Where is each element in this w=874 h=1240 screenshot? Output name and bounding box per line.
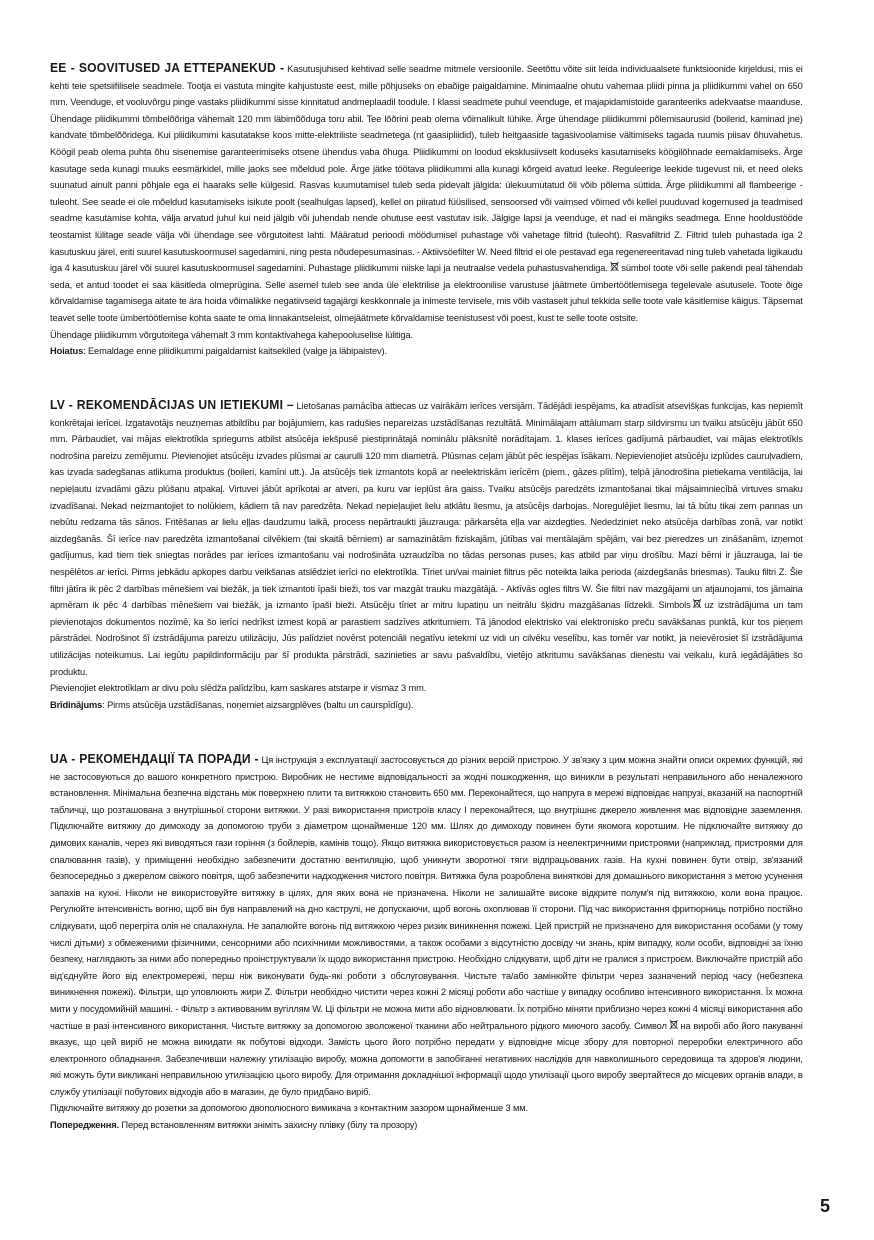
lv-main-paragraph: [50, 397, 803, 681]
lv-warning: [50, 698, 803, 715]
ee-body-1: Kasutusjuhised kehtivad selle seadme mitmele versioonile. Seetõttu võite siit leida individuaalsete funktsioonide kirjeldusi, mis ei kehti teie spetsiifilisele seadmele. Tootja ei vastuta mingite kahjustuste eest, mille põhjuseks on ebaõige paigaldamine. Minimaalne ohutu vahemaa pliidi pinna ja pliidikummi vahel on 650 mm. Veenduge, et vooluvõrgu pinge vastaks pliidikummi sisse kinnitatud andmeplaadil toodule. I klassi seadmete puhul veenduge, et majapidamistoide garanteeriks adekvaatse maanduse. Ühendage pliidikummi tõmbelõõriga vähemalt 120 mm läbimõõduga toru abil. Tee lõõrini peab olema võimalikult lühike. Ärge ühendage pliidikummi põlemisaurusid (boilerid, kaminad jne) kandvate tõmbelõõridega. Kui pliidikummi kasutatakse koos mitte-elektriliste seadmetega (nt gaasipliidid), tuleb heitgaaside tagasivoolamise vältimiseks tagada ruumis piisav õhuvahetus. Köögil peab olema puhta õhu sisenemise garanteerimiseks otsene ühendus vaba õhuga. Pliidikummi on loodud eksklusiivselt koduseks kasutamiseks köögilõhnade eemaldamiseks. Ärge kasutage seda kunagi muuks eesmärkidel, mille jaoks see mõeldud pole. Ärge jätke töötava pliidikummi alla kunagi kõrgeid avatud leeke. Reguleerige leekide tugevust nii, et need oleks suunatud ainult panni põhjale ega ei haaraks selle külgesid. Rasvas kuumutamisel tuleb seda pidevalt jälgida: ülekuumutatud õli võib põlema süttida. Ärge pliidikummi all flambeerige - tuleoht. See seade ei ole mõeldud kasutamiseks isikute poolt (sealhulgas lapsed), kellel on piiratud füüsilised, sensoorsed või vaimsed võimed või kellel puuduvad kogemused ja teadmised seadme kasutamise kohta, välja arvatud juhul kui neid jälgib või juhendab nende ohutuse eest vastutav isik. Jälgige lapsi ja veenduge, et nad ei mängiks seadmega. Enne hooldustööde teostamist lülitage seade välja või ühendage see võrgutoitest lahti. Määratud perioodi möödumisel puhastage või vahetage filtrid (tuleoht). Rasvafiltrid Z. Filtrid tuleb puhastada iga 2 kasutuskuu järel, eriti suurel kasutuskoormusel sagedamini, ning pesta nõudepesumasinas. - Aktiivsöefilter W. Need filtrid ei ole pestavad ega regenereeritavad ning tuleb vahetada ligikaudu iga 4 kasutuskuu järel või suurel kasutuskoormusel sagedamini. Puhastage pliidikummi niiske lapi ja neutraalse vedela puhastusvahendiga.: [50, 64, 803, 275]
ua-warning: [50, 1118, 803, 1135]
section-ua: [50, 751, 803, 1135]
section-lv: [50, 397, 803, 714]
ua-warning-label: Попередження.: [50, 1120, 119, 1132]
ua-body-1: Ця інструкція з експлуатації застосовується до різних версій пристрою. У зв'язку з цим можна знайти описи окремих функцій, які не застосовуються до вашого конкретного пристрою. Виробник не нестиме відповідальності за жодні пошкодження, що виникли в результаті неправильного або неналежного встановлення. Мінімальна безпечна відстань між поверхнею плити та витяжкою становить 650 мм. Переконайтеся, що напруга в мережі відповідає напрузі, вказаній на паспортній табличці, що розташована з внутрішньої сторони витяжки. У разі використання пристроїв класу I переконайтеся, що внутрішнє джерело живлення має відповідне заземлення. Підключайте витяжку до димоходу за допомогою труби з діаметром щонайменше 120 мм. Шлях до димоходу повинен бути якомога коротшим. Не підключайте витяжку до димових каналів, через які виводяться гази горіння (з бойлерів, камінів тощо). Якщо витяжка використовується разом із неелектричними пристроями (наприклад, пристроями для спалювання газів), у приміщенні необхідно забезпечити достатню вентиляцію, щоб уникнути зворотної тяги відпрацьованих газів. На кухні повинен бути отвір, зв'язаний безпосередньо з джерелом свіжого повітря, щоб забезпечити надходження чистого повітря. Витяжка була розроблена виняткові для домашнього використання з метою усунення запахів на кухні. Ніколи не використовуйте витяжку в цілях, для яких вона не призначена. Ніколи не залишайте високе відкрите полум'я під витяжкою, коли вона працює. Регулюйте інтенсивність вогню, щоб він був направлений на дно каструлі, не допускаючи, щоб вогонь охоплював її сторони. Під час використання фритюрниць потрібно постійно слідкувати, щоб перегріта олія не спалахнула. Не запалюйте вогонь під витяжкою через ризик виникнення пожежі. Цей пристрій не призначено для використання особами (у тому числі дітьми) з обмеженими фізичними, сенсорними або психічними можливостями, а також особами з відсутністю досвіду чи знань, крім випадку, коли особи, відповідні за їхню безпеку, наглядають за ними або попередньо проінструктували їх щодо використання пристрою. Необхідно слідкувати, щоб діти не гралися з пристроєм. Виключайте пристрій або від'єднуйте його від електромережі, перш ніж виконувати будь-які роботи з обслуговування. Чистьте та/або замінюйте фільтри через зазначений період часу (небезпека виникнення пожежі). Фільтри, що уловлюють жири Z. Фільтри необхідно чистити через кожні 2 місяці роботи або частіше у випадку особливо інтенсивного використання. Їх можна мити у посудомийній машині. - Фільтр з активованим вугіллям W. Ці фільтри не можна мити або відновлювати. Їх потрібно міняти приблизно через кожні 4 місяці використання або частіше в разі інтенсивного використання. Чистьте витяжку за допомогою зволоженої тканини або нейтрального рідкого миючого засобу. Символ: [50, 755, 803, 1032]
ee-warning: [50, 344, 803, 361]
ee-warning-text: : Eemaldage enne pliidikummi paigaldamist kaitsekiled (valge ja läbipaistev).: [83, 346, 387, 358]
ee-warning-label: Hoiatus: [50, 346, 84, 358]
lv-connection-note: Pievienojiet elektrotīklam ar divu polu slēdža palīdzību, kam saskares atstarpe ir vismaz 3 mm.: [50, 683, 427, 695]
ua-heading: UA - РЕКОМЕНДАЦІЇ ТА ПОРАДИ -: [50, 752, 259, 766]
ee-heading: EE - SOOVITUSED JA ETTEPANEKUD -: [50, 61, 285, 75]
lv-heading: LV - REKOMENDĀCIJAS UN IETIEKUMI –: [50, 398, 294, 412]
lv-body-1: Lietošanas pamācība attiecas uz vairākām ierīces versijām. Tādējādi iespējams, ka atradīsit atsevišķas funkcijas, kas nepiemīt konkrētajai ierīcei. Izgatavotājs neuzņemas atbildību par bojājumiem, kas radušies nepareizas uzstādīšanas rezultātā. Minimālajam attālumam starp sildvirsmu un tvaiku atsūcēju jābūt 650 mm. Pārbaudiet, vai mājas elektrotīkla spriegums atbilst atsūcēja iekšpusē piestiprinātajā nominālu plāksnītē norādītajam. 1. klases ierīces gadījumā pārbaudiet, vai mājas elektrotīkls nodrošina pareizu zemējumu. Pievienojiet atsūcēju izvades plūsmai ar caurulli 120 mm diametrā. Plūsmas ceļam jābūt pēc iespējas īsākam. Nepievienojiet atsūcēju izplūdes cauruļvadiem, kas izvada sadegšanas atlikuma produktus (boileri, kamīni utt.). Ja atsūcējs tiek izmantots kopā ar neelektriskām ierīcēm (piem., gāzes plītīm), telpā jānodrošina pietiekama ventilācija, lai nepieļautu izvadāmi gāzu plūšanu atpakaļ. Virtuvei jābūt aprīkotai ar atveri, pa kuru var iepļūst āra gaiss. Tvaiku atsūcējs paredzēts izmantošanai tikai mājsaimniecībā virtuves smaku izvadīšanai. Nekad neizmantojiet to nolūkiem, kādiem tā nav paredzēta. Nekad nepieļaujiet lielu atklātu liesmu, ja atsūcējs darbojas. Noregulējiet liesmu, lai tā būtu tikai zem pannas un nebūtu redzama tās sānos. Fritēšanas ar lielu eļļas daudzumu laikā, process nepārtraukti jāuzrauga: pārkarsēta eļļa var aizdegties. Nededziniet neko atsūcēja darbības zonā, var notikt aizdegšanās. Šī ierīce nav paredzēta izmantošanai cilvēkiem (tai skaitā bērniem) ar samazinātām fiziskajām, jūtības vai mentālajām spējām, vai bez pieredzes un zināšanām, izņemot gadījumus, kad tiem tiek sniegtas norādes par ierīces izmantošanu vai nodrošināta uzraudzība no tādas personas puses, kas atbild par viņu drošību. Mazi bērni ir jāuzrauga, lai tie nespēlētos ar ierīci. Pirms jebkādu apkopes darbu veikšanas atslēdziet ierīci no elektrotīkla. Tīriet un/vai mainiet filtrus pēc noteikta laika perioda (aizdegšanās briesmas). Tauku filtri Z. Šie filtri jātīra ik pēc 2 darbības mēnešiem vai biežāk, ja tiek izmantoti īpaši bieži, tos var mazgāt trauku mazgātājā. - Aktīvās ogles filtrs W. Šie filtri nav mazgājami un atjaunojami, tos jāmaina apmēram ik pēc 4 darbības mēnešiem vai biežāk, ja izmanto īpaši bieži. Atsūcēju tīriet ar mitru lupatiņu un neitrālu šķidru mazgāšanas līdzekli. Simbols: [50, 401, 803, 612]
ua-main-paragraph: [50, 751, 803, 1101]
section-ee: [50, 60, 803, 361]
page-number: 5: [819, 1196, 830, 1216]
lv-warning-text: : Pirms atsūcēja uzstādīšanas, noņemiet aizsargplēves (baltu un caurspīdīgu).: [102, 699, 414, 711]
ua-body-2: на виробі або його пакуванні вказує, що цей виріб не можна викидати як побутові відходи. Замість цього його потрібно передати у відповідне місце збору для повторної переробки електричного або електронного обладнання. Забезпечивши належну утилізацію виробу, можна допомогти в запобіганні негативних наслідків для навколишнього середовища та здоров'я людини, які можуть бути викликані неправильною утилізацією цього виробу. Для отримання докладнішої інформації щодо утилізації цього виробу звертайтеся до місцевих органів влади, в службу утилізації побутових відходів або в магазин, де було придбано виріб.: [50, 1020, 803, 1098]
ee-main-paragraph: [50, 60, 803, 328]
crossed-bin-icon: [693, 598, 703, 609]
ua-connection-note: Підключайте витяжку до розетки за допомогою двополюсного вимикача з контактним зазором щонайменше 3 мм.: [50, 1103, 528, 1115]
lv-warning-label: Brīdinājums: [50, 699, 103, 711]
ee-body-2: sümbol toote või selle pakendi peal tähendab seda, et antud toodet ei saa käsitleda olmeprügina. Selle asemel tuleb see anda üle elektrilise ja elektroonilise varustuse jäätmete ümbertöötlemisega tegelevale asutusele. Toote õige kõrvaldamise tagamisega aitate te ära hoida võimalikke negatiivseid tagajärgi keskkonnale ja inimeste tervisele, mis võib vastaselt juhul tekkida selle toote vale käsitlemise käigus. Täpsemat teavet selle toote ümbertöötlemise kohta saate te oma linnakantseleist, olmejäätmete kõrvaldamise teenistusest või poest, kust te selle toote ostsite.: [50, 263, 803, 324]
lv-body-2: uz izstrādājuma un tam pievienotajos dokumentos nozīmē, ka šo ierīci nedrīkst izmest kopā ar parastiem sadzīves atkritumiem. Tā jānodod elektrisko vai elektronisko preču savākšanas punktā, kur tos pieņem pārstrādei. Nodrošinot šī izstrādājuma pareizu utilizāciju, Jūs palīdziet novērst potenciāli negatīvu ietekmi uz vidi un cilvēku veselību, kas tomēr var notikt, ja neievērosiet šī izstrādājuma utilizācijas noteikumus. Lai iegūtu papildinformāciju par šī produkta pārstrādi, sazinieties ar savu pašvaldību, vietējo atkritumu savākšanas dienestu vai veikalu, kurā iegādājāties šo produktu.: [50, 600, 803, 678]
ee-connection-note: Ühendage pliidikumm võrgutoitega vähemalt 3 mm kontaktivahega kahepooluselise lülitiga.: [50, 329, 413, 341]
ua-warning-text: Перед встановленням витяжки зніміть захисну плівку (білу та прозору): [118, 1120, 418, 1132]
crossed-bin-icon: [669, 1019, 679, 1030]
crossed-bin-icon: [610, 261, 620, 272]
